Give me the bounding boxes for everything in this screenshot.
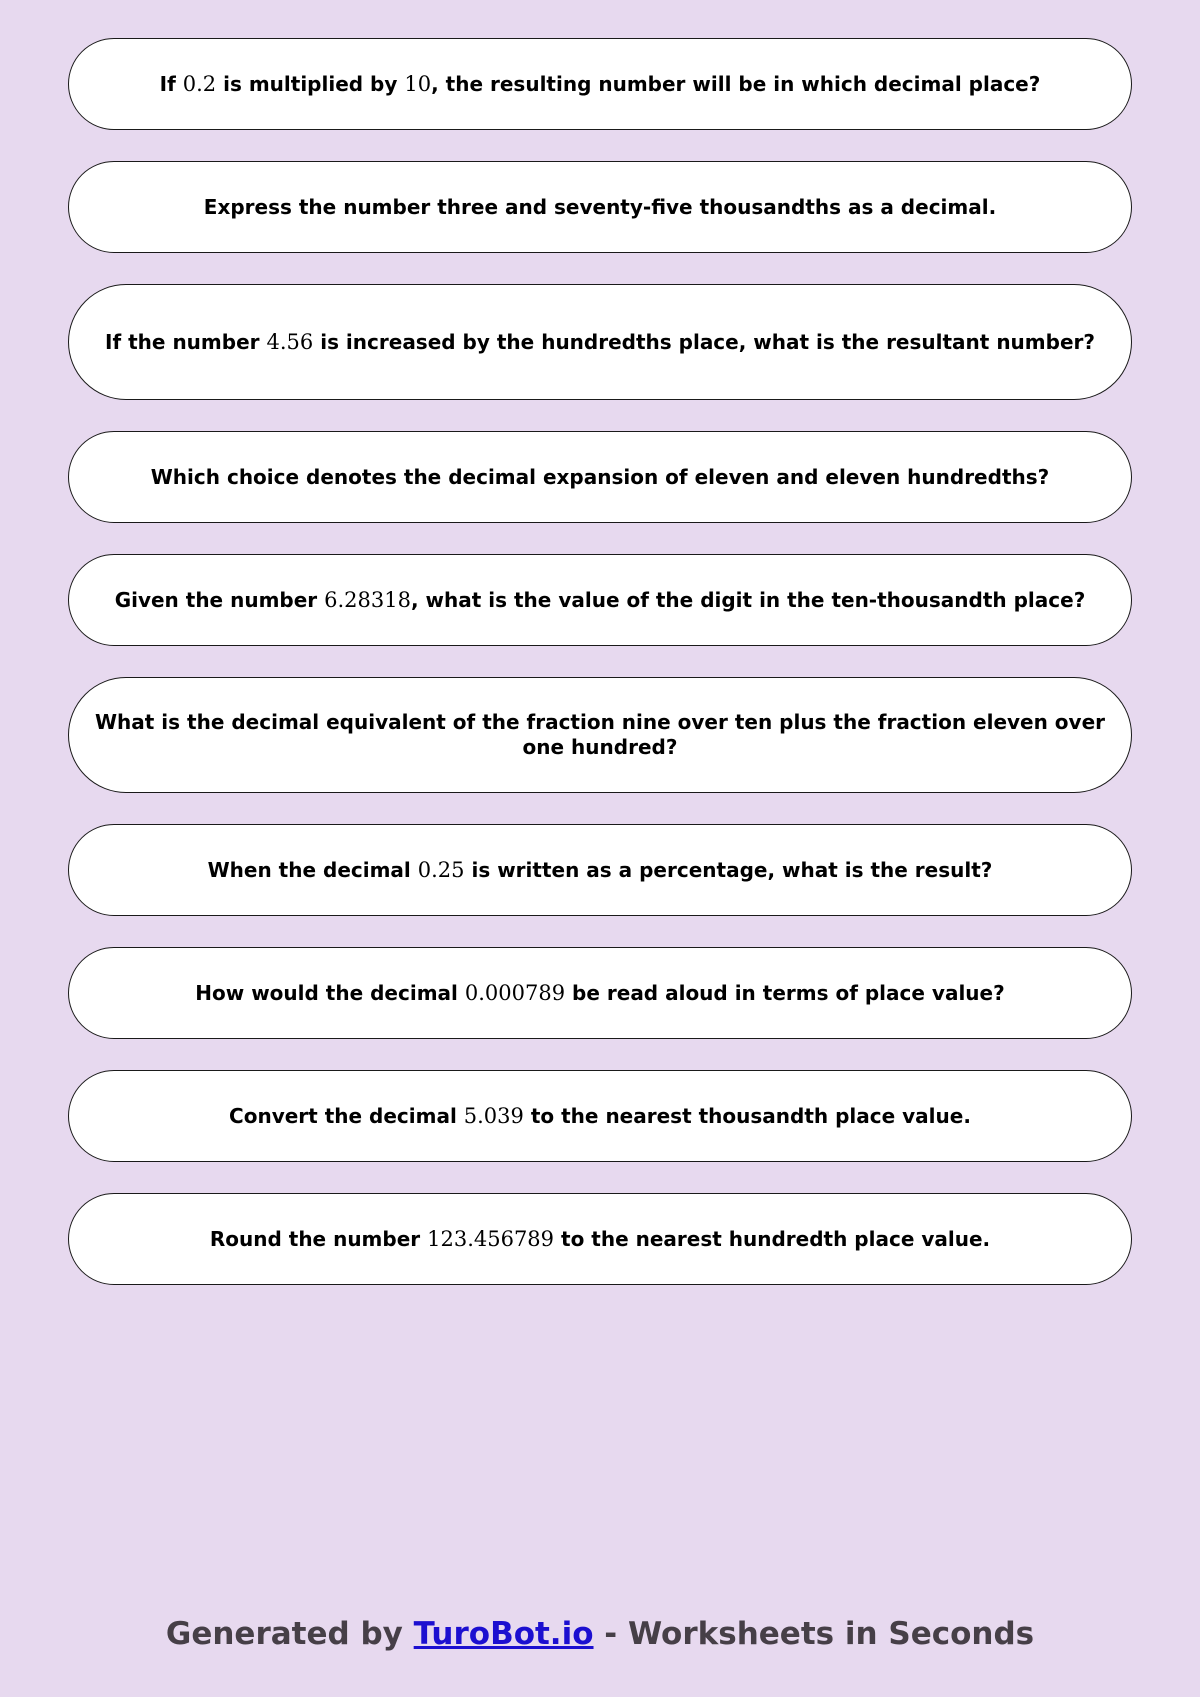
math-number: 6.28318	[324, 587, 411, 612]
question-text: If 0.2 is multiplied by 10, the resulting number will be in which decimal place?	[159, 71, 1041, 96]
question-card	[68, 431, 1132, 523]
question-text: Express the number three and seventy-five thousandths as a decimal.	[203, 194, 997, 219]
footer-credit	[0, 1616, 1200, 1652]
question-card	[68, 284, 1132, 400]
question-list	[68, 38, 1132, 1316]
question-text: Given the number 6.28318, what is the value of the digit in the ten-thousandth place?	[114, 587, 1086, 612]
footer-prefix: Generated by	[165, 1616, 414, 1652]
math-number: 0.000789	[464, 980, 566, 1005]
math-number: 5.039	[463, 1103, 524, 1128]
question-card	[68, 1193, 1132, 1285]
question-text: When the decimal 0.25 is written as a percentage, what is the result?	[207, 857, 993, 882]
question-card	[68, 161, 1132, 253]
math-number: 123.456789	[427, 1226, 555, 1251]
question-card	[68, 677, 1132, 793]
question-text: How would the decimal 0.000789 be read aloud in terms of place value?	[195, 980, 1005, 1005]
footer-suffix: - Worksheets in Seconds	[593, 1616, 1035, 1652]
question-card	[68, 554, 1132, 646]
math-number: 10	[404, 71, 432, 96]
question-text: Round the number 123.456789 to the nearest hundredth place value.	[209, 1226, 991, 1251]
turobot-link[interactable]: TuroBot.io	[413, 1616, 594, 1652]
question-text: Which choice denotes the decimal expansion of eleven and eleven hundredths?	[150, 464, 1050, 489]
question-text: If the number 4.56 is increased by the hundredths place, what is the resultant number?	[105, 329, 1095, 354]
math-number: 0.2	[182, 71, 217, 96]
question-card	[68, 947, 1132, 1039]
question-text: Convert the decimal 5.039 to the nearest thousandth place value.	[229, 1103, 971, 1128]
question-card	[68, 824, 1132, 916]
math-number: 0.25	[417, 857, 465, 882]
math-number: 4.56	[266, 329, 314, 354]
question-card	[68, 38, 1132, 130]
question-text: What is the decimal equivalent of the fraction nine over ten plus the fraction eleven over one hundred?	[94, 710, 1106, 759]
question-card	[68, 1070, 1132, 1162]
